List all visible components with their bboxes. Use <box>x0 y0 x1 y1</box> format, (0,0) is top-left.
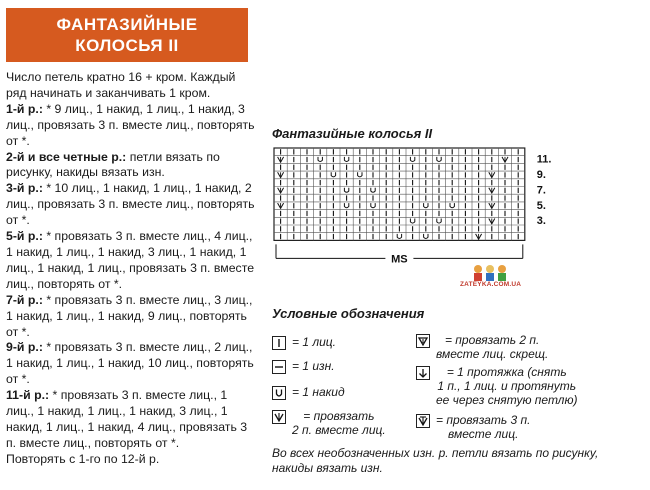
slip-symbol-icon <box>416 366 430 380</box>
chart-row-number: 3. <box>536 215 546 228</box>
legend-item-k2tog-tbl: = провязать 2 п. вместе лиц. скрещ. <box>416 333 548 361</box>
chart-row-number: 11. <box>536 153 552 166</box>
intro-text: Число петель кратно 16 + кром. Каждый ряд начинать и заканчивать 1 кром. <box>6 70 236 100</box>
yarnover-symbol-icon <box>272 386 286 400</box>
row-label: 11-й р.: <box>6 388 50 403</box>
row-label: 5-й р.: <box>6 229 43 244</box>
legend-title: Условные обозначения <box>272 306 425 321</box>
row-text: * провязать 3 п. вместе лиц., 1 лиц., 1 накид, 1 лиц., 1 накид, 3 лиц., 1 накид, 1 лиц., 1 накид, 4 лиц., провязать 3 п. вместе лиц., повторять от *. <box>6 388 248 450</box>
row-text: * провязать 3 п. вместе лиц., 2 лиц., 1 накид, 1 лиц., 1 накид, 10 лиц., повторять от *. <box>6 340 254 387</box>
chart-row-number: 9. <box>536 169 546 182</box>
legend-item-k3tog: = провязать 3 п. вместе лиц. <box>416 413 530 441</box>
row-instruction <box>6 102 256 150</box>
legend-item-yarnover: = 1 накид <box>272 385 345 400</box>
note-text: Во всех необозначенных изн. р. петли вязать по рисунку, накиды вязать изн. <box>272 446 599 475</box>
legend-item-knit: = 1 лиц. <box>272 335 336 350</box>
knit-symbol-icon <box>272 336 286 350</box>
row-label: 3-й р.: <box>6 181 43 196</box>
row-instruction <box>6 293 256 341</box>
k2tog-tbl-symbol-icon <box>416 334 430 348</box>
row-instructions <box>6 102 256 452</box>
watermark: ZATEYKA.COM.UA <box>460 281 522 288</box>
legend-item-k2tog: = провязать 2 п. вместе лиц. <box>272 409 386 437</box>
repeat-text: Повторять с 1-го по 12-й р. <box>6 451 160 466</box>
row-label: 9-й р.: <box>6 340 43 355</box>
row-text: петли вязать по рисунку, накиды вязать изн. <box>6 149 220 180</box>
purl-symbol-icon <box>272 360 286 374</box>
row-text: * 10 лиц., 1 накид, 1 лиц., 1 накид, 2 лиц., провязать 3 п. вместе лиц., повторять от *. <box>6 181 255 228</box>
row-text: * провязать 3 п. вместе лиц., 3 лиц., 1 накид, 1 лиц., 1 накид, 9 лиц., повторять от *. <box>6 292 253 339</box>
k3tog-symbol-icon <box>416 414 430 428</box>
repeat-label: MS <box>391 253 408 266</box>
legend-item-purl: = 1 изн. <box>272 359 335 374</box>
row-label: 7-й р.: <box>6 292 43 307</box>
row-label: 2-й и все четные р.: <box>6 149 127 164</box>
row-instruction <box>6 340 256 388</box>
title-line-2: КОЛОСЬЯ II <box>75 36 179 55</box>
chart-row-number: 5. <box>536 199 546 212</box>
row-instruction <box>6 388 256 452</box>
instructions <box>6 70 256 468</box>
row-instruction <box>6 150 256 182</box>
k2tog-symbol-icon <box>272 410 286 424</box>
row-instruction <box>6 181 256 229</box>
chart-title: Фантазийные колосья II <box>272 126 433 141</box>
title-banner <box>6 8 248 62</box>
chart-row-number: 7. <box>536 184 546 197</box>
row-text: * провязать 3 п. вместе лиц., 4 лиц., 1 накид, 1 лиц., 1 накид, 3 лиц., 1 накид, 1 лиц., 1 накид, 1 лиц., провязать 3 п. вместе лиц., повторять от *. <box>6 229 255 291</box>
row-instruction <box>6 229 256 293</box>
row-text: * 9 лиц., 1 накид, 1 лиц., 1 накид, 3 лиц., провязать 3 п. вместе лиц., повторять от *. <box>6 101 255 148</box>
title-line-1: ФАНТАЗИЙНЫЕ <box>56 15 198 34</box>
legend-item-slip: = 1 протяжка (снять 1 п., 1 лиц. и протянуть ее через снятую петлю) <box>416 365 577 407</box>
row-label: 1-й р.: <box>6 101 43 116</box>
